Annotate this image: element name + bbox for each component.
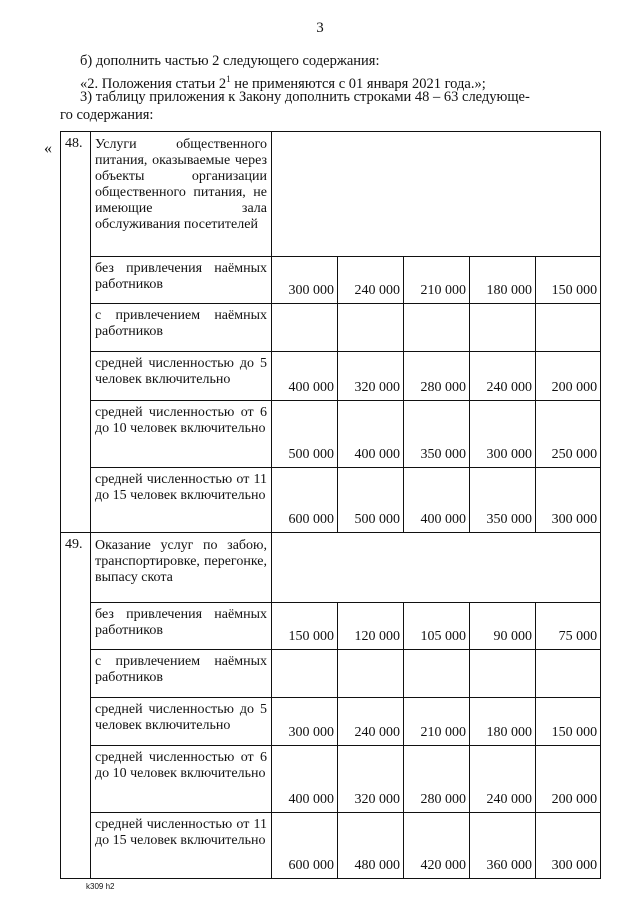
section-number: 49. (61, 533, 91, 879)
row-label: средней численностью от 11 до 15 человек включительно (91, 813, 272, 879)
table-row (61, 401, 601, 468)
value-cell (404, 304, 470, 352)
row-label: средней численностью до 5 человек включительно (91, 352, 272, 401)
table-row (61, 813, 601, 879)
row-label: без привлечения наёмных работников (91, 257, 272, 304)
tariff-table (60, 131, 601, 879)
section-title: Оказание услуг по забою, транспортировке, перегонке, выпасу скота (91, 533, 272, 603)
value-cell: 120 000 (338, 603, 404, 650)
intro-line-2-post: не применяются с 01 января 2021 года.»; (230, 76, 486, 92)
value-cell (470, 304, 536, 352)
intro-line-1: б) дополнить частью 2 следующего содержания: (80, 53, 380, 69)
section-title: Услуги общественного питания, оказываемые через объекты организации общественного питания, не имеющие зала обслуживания посетителей (91, 132, 272, 257)
row-label: средней численностью от 6 до 10 человек включительно (91, 746, 272, 813)
page-number: 3 (316, 20, 324, 36)
table-row (61, 468, 601, 533)
opening-quote-mark: « (44, 140, 52, 157)
article-superscript: 1 (226, 74, 231, 84)
row-label: с привлечением наёмных работников (91, 304, 272, 352)
value-cell: 350 000 (470, 468, 536, 533)
value-cell: 240 000 (338, 257, 404, 304)
value-cell: 200 000 (536, 352, 601, 401)
value-cell (536, 304, 601, 352)
row-label: без привлечения наёмных работников (91, 603, 272, 650)
value-cell: 250 000 (536, 401, 601, 468)
table-row (61, 257, 601, 304)
row-label: средней численностью до 5 человек включительно (91, 698, 272, 746)
value-cell: 240 000 (338, 698, 404, 746)
section-title-blank (272, 132, 601, 257)
table-row (61, 304, 601, 352)
value-cell: 500 000 (272, 401, 338, 468)
value-cell: 320 000 (338, 746, 404, 813)
value-cell: 360 000 (470, 813, 536, 879)
value-cell: 350 000 (404, 401, 470, 468)
value-cell: 400 000 (272, 746, 338, 813)
value-cell (338, 304, 404, 352)
value-cell: 180 000 (470, 698, 536, 746)
value-cell: 600 000 (272, 813, 338, 879)
section-header-row (61, 132, 601, 257)
section-header-row (61, 533, 601, 603)
row-label: средней численностью от 11 до 15 человек включительно (91, 468, 272, 533)
intro-line-3: 3) таблицу приложения к Закону дополнить строками 48 – 63 следующе- (80, 89, 530, 105)
value-cell: 240 000 (470, 746, 536, 813)
value-cell (404, 650, 470, 698)
value-cell: 280 000 (404, 746, 470, 813)
value-cell: 90 000 (470, 603, 536, 650)
value-cell: 150 000 (536, 257, 601, 304)
value-cell: 400 000 (404, 468, 470, 533)
value-cell (470, 650, 536, 698)
value-cell: 400 000 (338, 401, 404, 468)
table-row (61, 698, 601, 746)
value-cell: 210 000 (404, 257, 470, 304)
value-cell (272, 304, 338, 352)
value-cell (536, 650, 601, 698)
value-cell: 420 000 (404, 813, 470, 879)
value-cell: 75 000 (536, 603, 601, 650)
value-cell: 300 000 (536, 468, 601, 533)
table-row (61, 746, 601, 813)
value-cell: 105 000 (404, 603, 470, 650)
value-cell: 150 000 (536, 698, 601, 746)
value-cell (272, 650, 338, 698)
value-cell: 180 000 (470, 257, 536, 304)
section-title-blank (272, 533, 601, 603)
table-row (61, 650, 601, 698)
value-cell: 150 000 (272, 603, 338, 650)
value-cell: 300 000 (536, 813, 601, 879)
value-cell: 480 000 (338, 813, 404, 879)
value-cell: 280 000 (404, 352, 470, 401)
value-cell (338, 650, 404, 698)
value-cell: 300 000 (470, 401, 536, 468)
value-cell: 300 000 (272, 257, 338, 304)
value-cell: 200 000 (536, 746, 601, 813)
table-row (61, 352, 601, 401)
table-row (61, 603, 601, 650)
value-cell: 300 000 (272, 698, 338, 746)
value-cell: 600 000 (272, 468, 338, 533)
value-cell: 210 000 (404, 698, 470, 746)
section-number: 48. (61, 132, 91, 533)
intro-line-2-pre: «2. Положения статьи 2 (80, 76, 227, 92)
document-code: k309 h2 (86, 882, 115, 891)
value-cell: 240 000 (470, 352, 536, 401)
row-label: с привлечением наёмных работников (91, 650, 272, 698)
value-cell: 320 000 (338, 352, 404, 401)
row-label: средней численностью от 6 до 10 человек включительно (91, 401, 272, 468)
intro-line-4: го содержания: (60, 107, 154, 123)
value-cell: 400 000 (272, 352, 338, 401)
value-cell: 500 000 (338, 468, 404, 533)
